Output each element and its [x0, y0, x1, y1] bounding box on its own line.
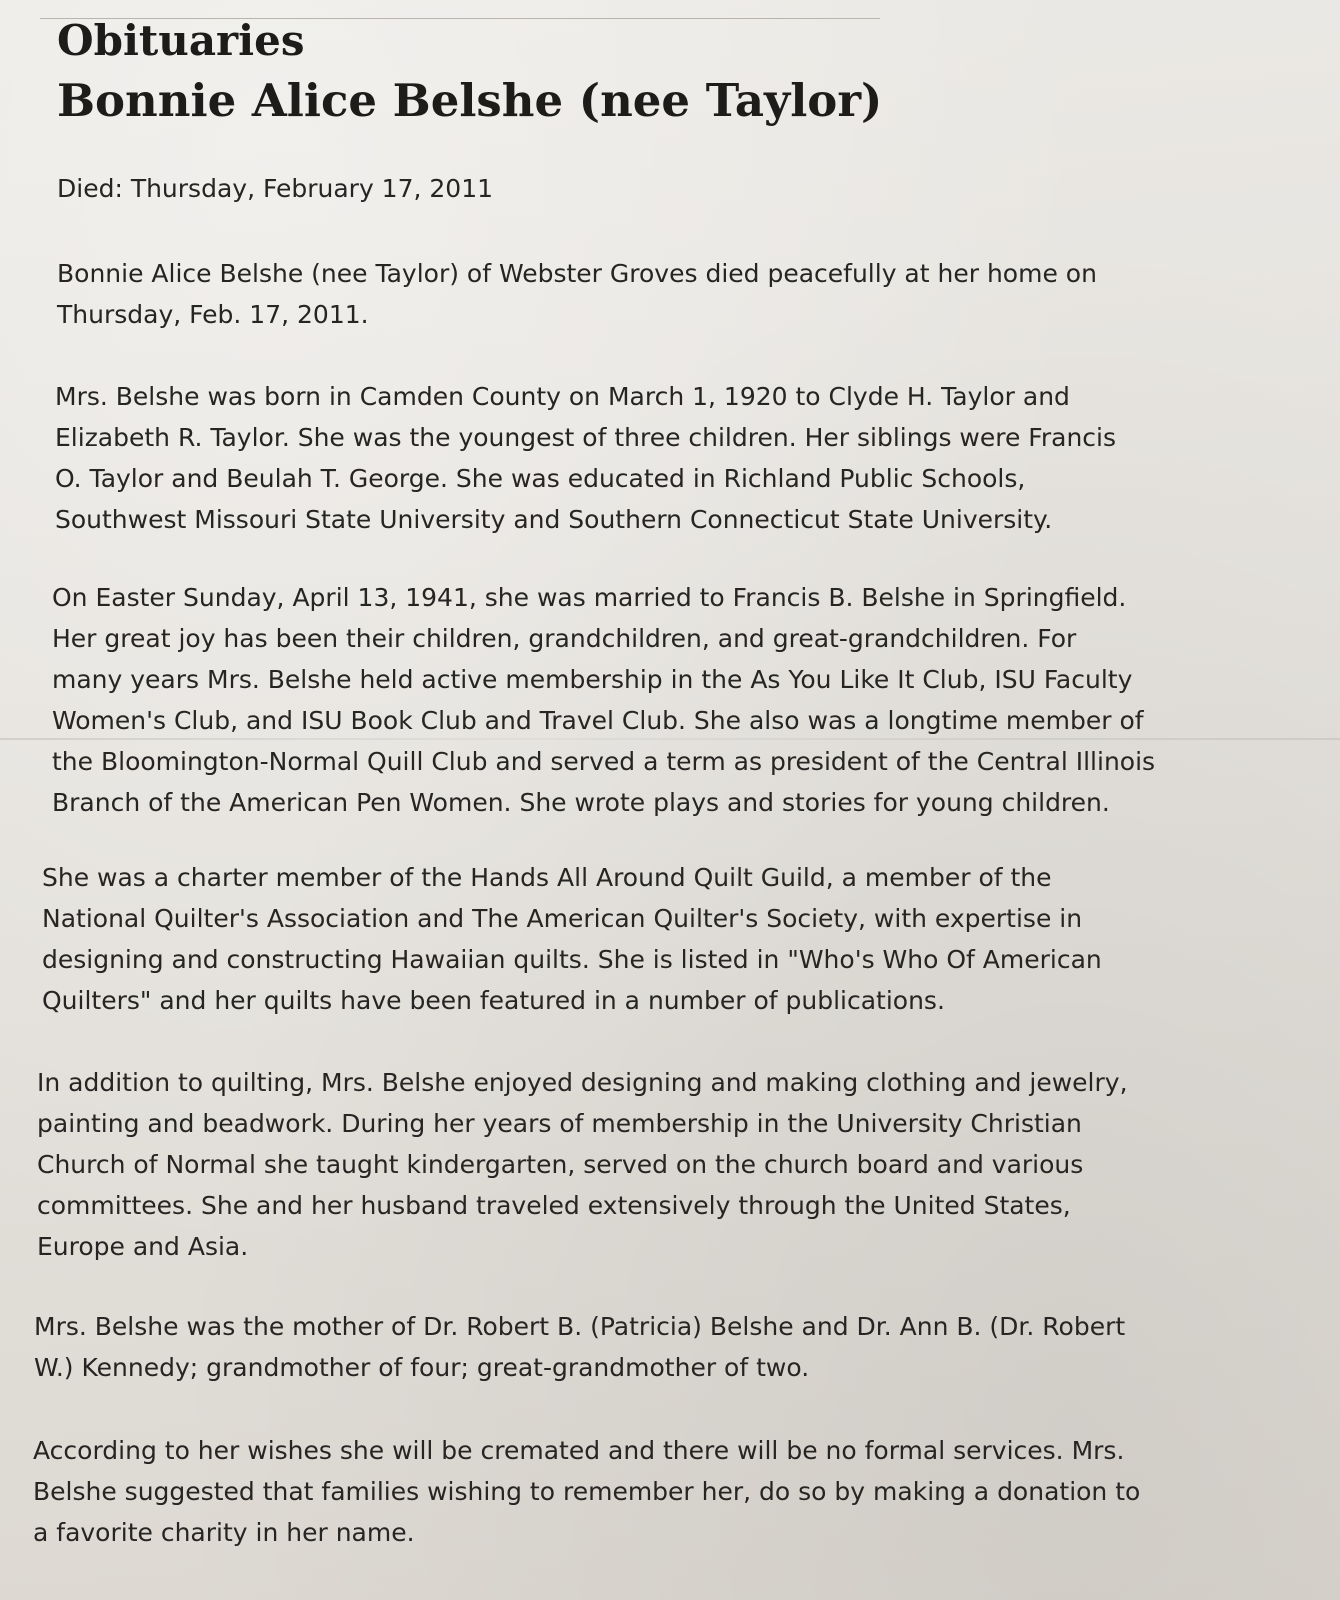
- paragraph-marriage-clubs: On Easter Sunday, April 13, 1941, she was married to Francis B. Belshe in Springfield. Her great joy has been their children, grandchildren, and great-grandchildren. For many years Mrs. Belshe held active membership in the As You Like It Club, ISU Faculty Women's Club, and ISU Book Club and Travel Club. She also was a longtime member of the Bloomington-Normal Quill Club and served a term as president of the Central Illinois Branch of the American Pen Women. She wrote plays and stories for young children.: [52, 583, 1156, 817]
- died-date: Died: Thursday, February 17, 2011: [57, 174, 494, 203]
- paragraph-services: According to her wishes she will be cremated and there will be no formal services. Mrs. Belshe suggested that families wishing to remember her, do so by making a donation to a favorite charity in her name.: [33, 1436, 1141, 1547]
- paragraph-quilting: She was a charter member of the Hands All Around Quilt Guild, a member of the National Quilter's Association and The American Quilter's Society, with expertise in designing and constructing Hawaiian quilts. She is listed in "Who's Who Of American Quilters" and her quilts have been featured in a number of publications.: [42, 863, 1102, 1015]
- obituary-name-heading: Bonnie Alice Belshe (nee Taylor): [57, 74, 883, 127]
- paragraph-hobbies-church: In addition to quilting, Mrs. Belshe enjoyed designing and making clothing and jewelry, painting and beadwork. During her years of membership in the University Christian Church of Normal she taught kindergarten, served on the church board and various committees. She and her husband traveled extensively through the United States, Europe and Asia.: [37, 1068, 1128, 1261]
- paragraph-survivors: Mrs. Belshe was the mother of Dr. Robert B. (Patricia) Belshe and Dr. Ann B. (Dr. Robert W.) Kennedy; grandmother of four; great-grandmother of two.: [34, 1312, 1126, 1382]
- paragraph-death-notice: Bonnie Alice Belshe (nee Taylor) of Webster Groves died peacefully at her home on Thursday, Feb. 17, 2011.: [57, 259, 1097, 329]
- section-title: Obituaries: [57, 16, 305, 65]
- paragraph-birth-education: Mrs. Belshe was born in Camden County on March 1, 1920 to Clyde H. Taylor and Elizabeth R. Taylor. She was the youngest of three children. Her siblings were Francis O. Taylor and Beulah T. George. She was educated in Richland Public Schools, Southwest Missouri State University and Southern Connecticut State University.: [55, 382, 1117, 534]
